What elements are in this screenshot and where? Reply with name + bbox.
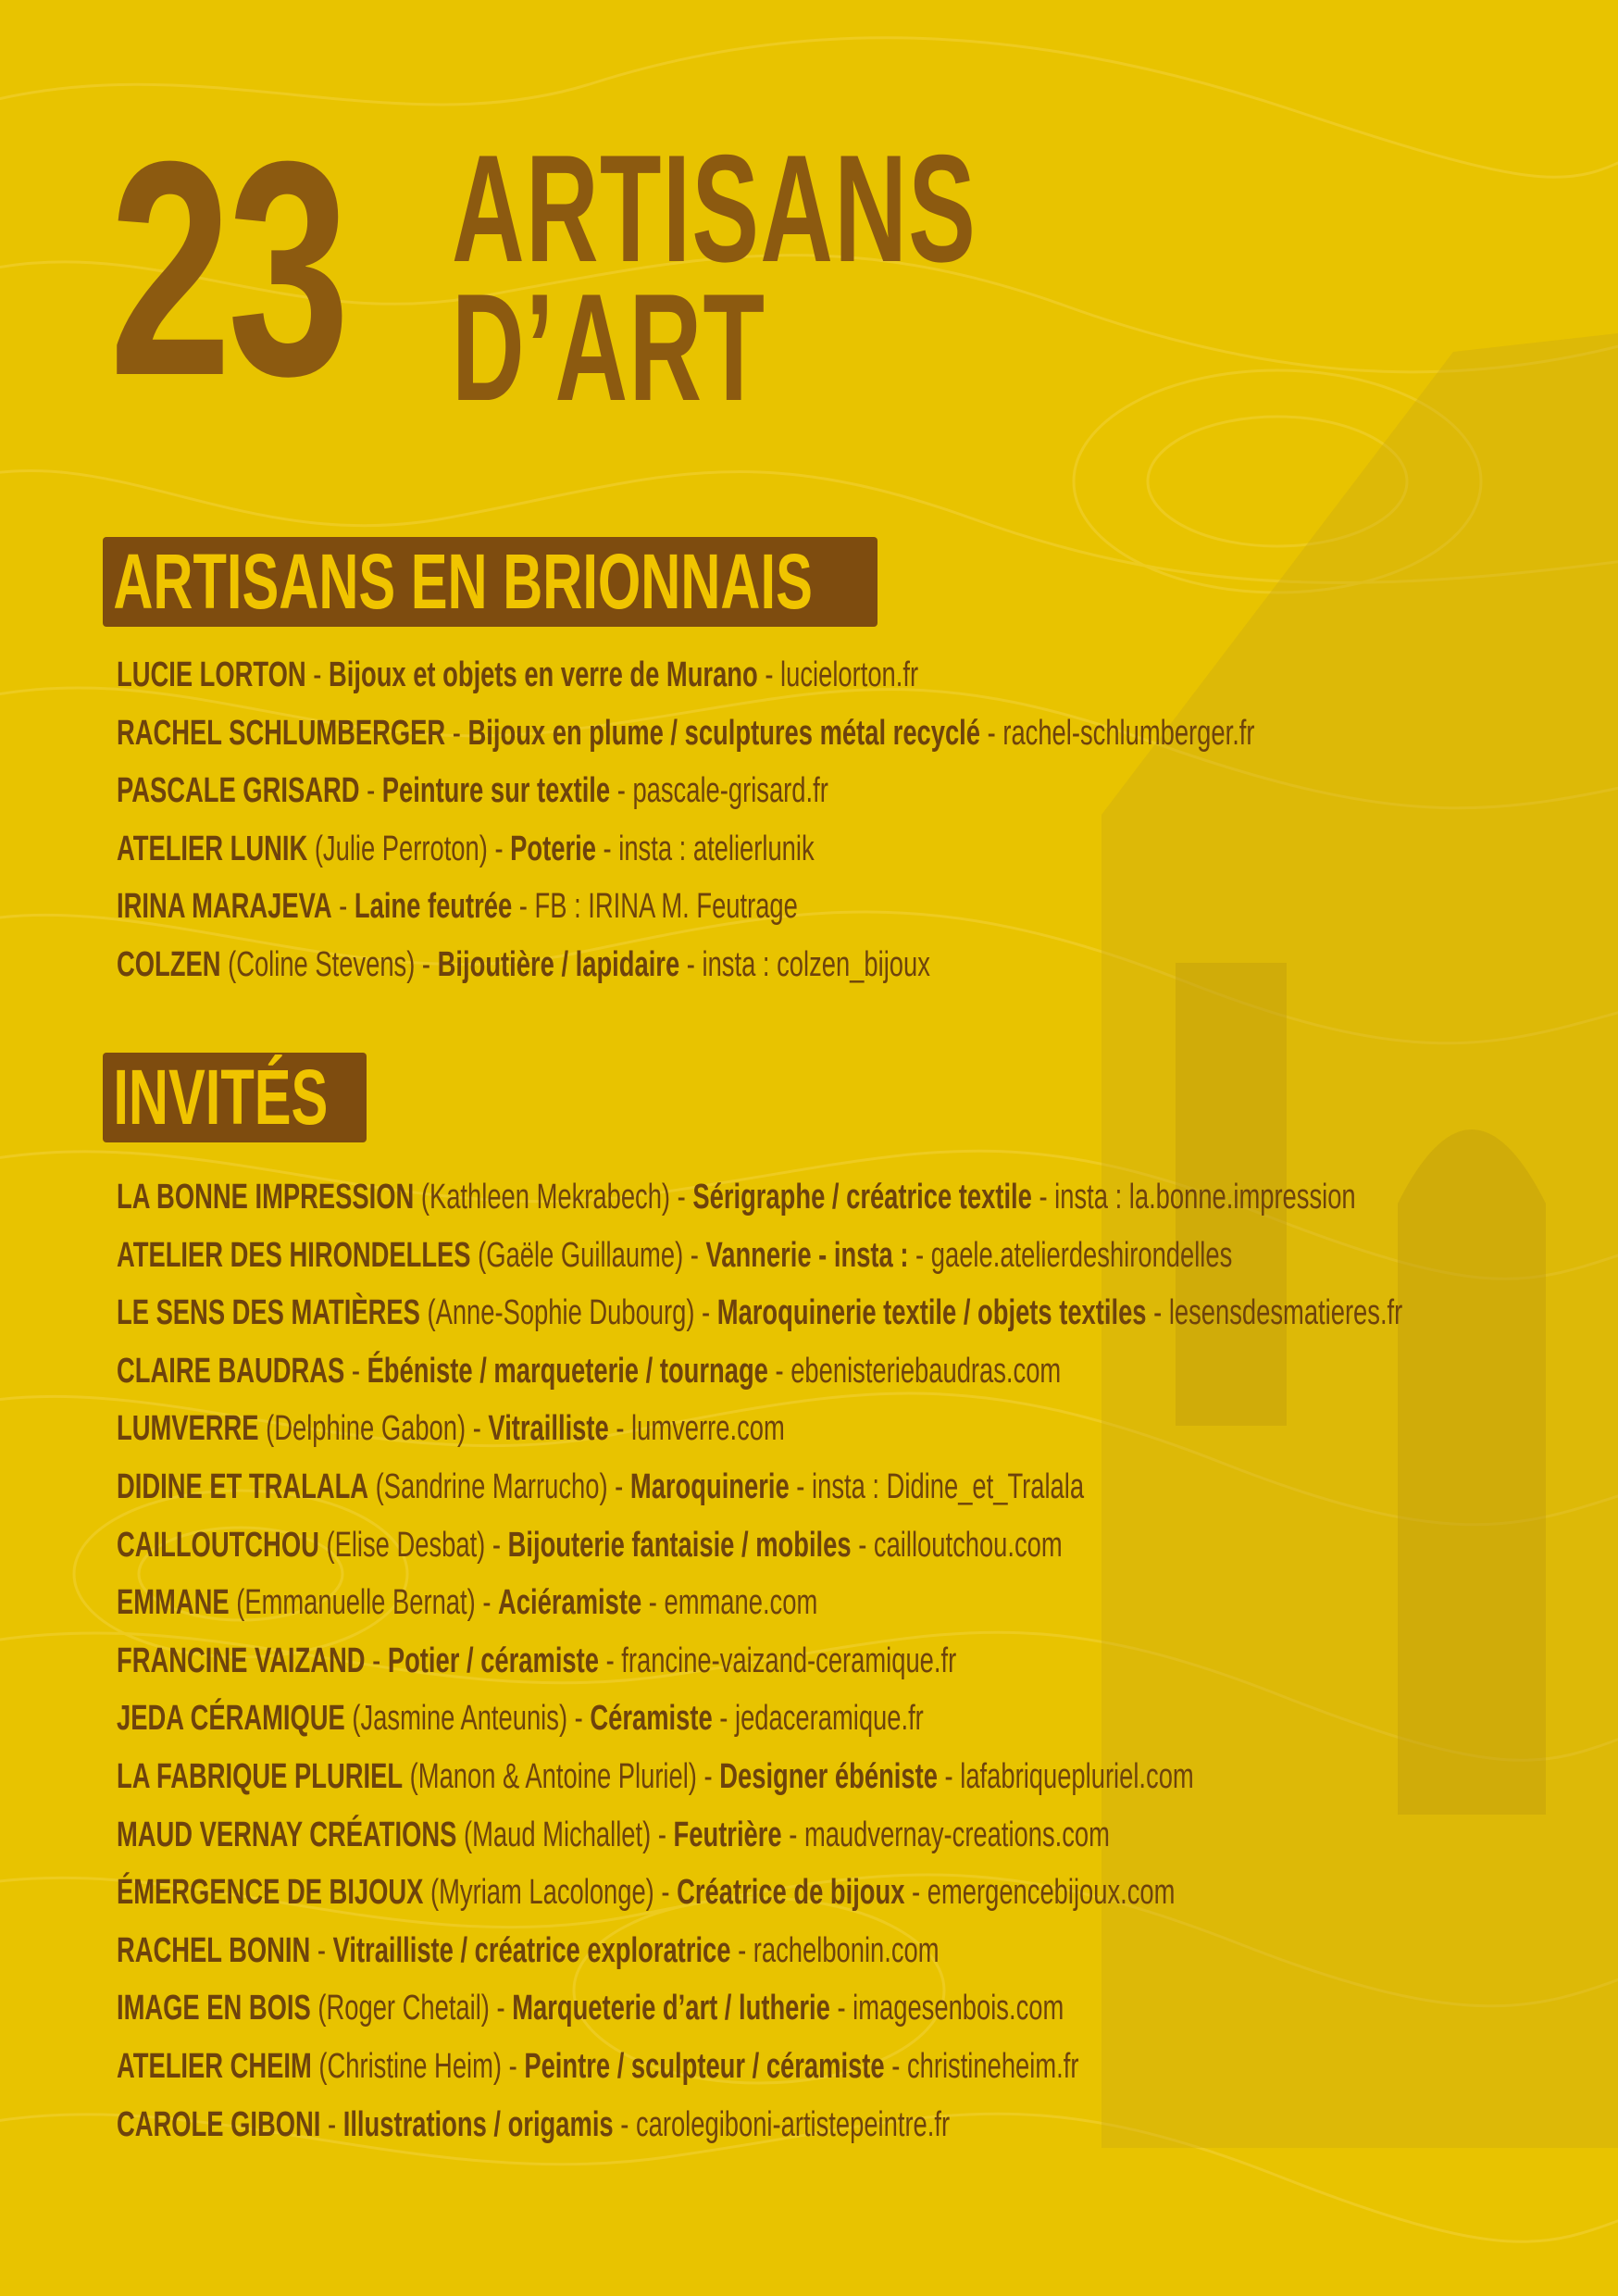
artisan-name: JEDA CÉRAMIQUE	[117, 1699, 345, 1739]
artisan-link: insta : atelierlunik	[618, 829, 815, 868]
artisan-person: (Maud Michallet)	[463, 1815, 652, 1854]
artisan-name: LA BONNE IMPRESSION	[117, 1178, 415, 1217]
artisan-entry: EMMANE (Emmanuelle Bernat) - Aciéramiste - emmane.com	[117, 1583, 818, 1623]
artisan-craft: Bijouterie fantaisie / mobiles	[507, 1525, 852, 1565]
artisan-link: insta : colzen_bijoux	[702, 944, 930, 984]
artisan-person: (Myriam Lacolonge)	[430, 1873, 654, 1913]
artisan-link: rachelbonin.com	[753, 1930, 940, 1970]
artisan-craft: Ébéniste / marqueterie / tournage	[367, 1351, 768, 1391]
artisan-person: (Julie Perroton)	[314, 829, 488, 868]
artisan-entry: LA FABRIQUE PLURIEL (Manon & Antoine Pluriel) - Designer ébéniste - lafabriquepluriel.com	[117, 1756, 1194, 1796]
artisan-person: (Coline Stevens)	[228, 944, 416, 984]
artisan-link: gaele.atelierdeshirondelles	[930, 1235, 1233, 1275]
artisan-link: lafabriquepluriel.com	[960, 1756, 1194, 1796]
artisan-name: PASCALE GRISARD	[117, 771, 360, 811]
artisan-name: ATELIER LUNIK	[117, 829, 308, 868]
artisan-entry: FRANCINE VAIZAND - Potier / céramiste - francine-vaizand-ceramique.fr	[117, 1641, 957, 1680]
artisan-list-brionnais	[117, 646, 1618, 994]
artisan-link: imagesenbois.com	[853, 1989, 1064, 2028]
title-line-1: ARTISANS	[452, 123, 977, 293]
artisan-name: ATELIER DES HIRONDELLES	[117, 1235, 471, 1275]
section-heading-brionnais-text: ARTISANS EN BRIONNAIS	[113, 538, 813, 625]
artisan-name: LUCIE LORTON	[117, 655, 306, 694]
artisan-name: CAILLOUTCHOU	[117, 1525, 319, 1565]
artisan-link: pascale-grisard.fr	[632, 771, 828, 811]
artisan-entry: PASCALE GRISARD - Peinture sur textile - pascale-grisard.fr	[117, 771, 828, 811]
artisan-link: lumverre.com	[631, 1409, 785, 1449]
artisan-entry: ATELIER DES HIRONDELLES (Gaële Guillaume) - Vannerie - insta : - gaele.atelierdeshirondelles	[117, 1235, 1233, 1275]
artisan-person: (Roger Chetail)	[317, 1989, 490, 2028]
artisan-link: insta : la.bonne.impression	[1054, 1178, 1356, 1217]
artisan-link: lesensdesmatieres.fr	[1168, 1293, 1403, 1333]
artisan-link: maudvernay-creations.com	[803, 1815, 1110, 1854]
artisan-link: cailloutchou.com	[873, 1525, 1063, 1565]
artisan-craft: Sérigraphe / créatrice textile	[692, 1178, 1032, 1217]
artisan-person: (Delphine Gabon)	[266, 1409, 467, 1449]
artisan-craft: Céramiste	[590, 1699, 713, 1739]
artisan-name: RACHEL SCHLUMBERGER	[117, 713, 446, 753]
artisan-link: emergencebijoux.com	[927, 1873, 1176, 1913]
title-words	[452, 123, 977, 432]
artisan-entry: JEDA CÉRAMIQUE (Jasmine Anteunis) - Céramiste - jedaceramique.fr	[117, 1699, 924, 1739]
artisan-craft: Créatrice de bijoux	[677, 1873, 905, 1913]
artisan-name: IRINA MARAJEVA	[117, 887, 332, 927]
artisan-name: ÉMERGENCE DE BIJOUX	[117, 1873, 424, 1913]
artisan-link: ebenisteriebaudras.com	[790, 1351, 1062, 1391]
artisan-entry: CLAIRE BAUDRAS - Ébéniste / marqueterie / tournage - ebenisteriebaudras.com	[117, 1351, 1062, 1391]
artisan-entry: RACHEL SCHLUMBERGER - Bijoux en plume / sculptures métal recyclé - rachel-schlumberger.fr	[117, 713, 1255, 753]
artisan-link: emmane.com	[664, 1583, 818, 1623]
artisan-entry: ÉMERGENCE DE BIJOUX (Myriam Lacolonge) - Créatrice de bijoux - emergencebijoux.com	[117, 1873, 1176, 1913]
artisan-link: insta : Didine_et_Tralala	[812, 1466, 1085, 1506]
artisan-link: jedaceramique.fr	[735, 1699, 924, 1739]
artisan-entry: CAROLE GIBONI - Illustrations / origamis - carolegiboni-artistepeintre.fr	[117, 2104, 951, 2144]
artisan-person: (Manon & Antoine Pluriel)	[409, 1756, 697, 1796]
artisan-person: (Elise Desbat)	[326, 1525, 486, 1565]
artisan-craft: Maroquinerie textile / objets textiles	[716, 1293, 1147, 1333]
artisan-link: christineheim.fr	[906, 2046, 1079, 2086]
artisan-craft: Bijoux et objets en verre de Murano	[329, 655, 758, 694]
artisan-craft: Aciéramiste	[498, 1583, 642, 1623]
artisan-link: carolegiboni-artistepeintre.fr	[635, 2104, 951, 2144]
artisan-entry: RACHEL BONIN - Vitrailliste / créatrice exploratrice - rachelbonin.com	[117, 1930, 940, 1970]
artisan-link: francine-vaizand-ceramique.fr	[621, 1641, 957, 1680]
artisan-craft: Vitrailliste / créatrice exploratrice	[332, 1930, 731, 1970]
artisan-person: (Emmanuelle Bernat)	[236, 1583, 476, 1623]
artisan-entry: LUMVERRE (Delphine Gabon) - Vitrailliste - lumverre.com	[117, 1409, 785, 1449]
artisan-entry: COLZEN (Coline Stevens) - Bijoutière / lapidaire - insta : colzen_bijoux	[117, 944, 930, 984]
artisan-craft: Vitrailliste	[488, 1409, 609, 1449]
artisan-entry: CAILLOUTCHOU (Elise Desbat) - Bijouterie fantaisie / mobiles - cailloutchou.com	[117, 1525, 1063, 1565]
artisan-craft: Potier / céramiste	[387, 1641, 599, 1680]
artisan-entry: IRINA MARAJEVA - Laine feutrée - FB : IRINA M. Feutrage	[117, 887, 798, 927]
artisan-link: lucielorton.fr	[780, 655, 919, 694]
artisan-name: RACHEL BONIN	[117, 1930, 311, 1970]
artisan-entry: ATELIER LUNIK (Julie Perroton) - Poterie - insta : atelierlunik	[117, 829, 815, 868]
artisan-craft: Designer ébéniste	[719, 1756, 938, 1796]
artisan-name: DIDINE ET TRALALA	[117, 1466, 369, 1506]
artisan-craft: Vannerie - insta :	[705, 1235, 909, 1275]
artisan-craft: Bijoutière / lapidaire	[437, 944, 680, 984]
artisan-link: rachel-schlumberger.fr	[1002, 713, 1255, 753]
artisan-entry: IMAGE EN BOIS (Roger Chetail) - Marqueterie d’art / lutherie - imagesenbois.com	[117, 1989, 1064, 2028]
artisan-name: ATELIER CHEIM	[117, 2046, 312, 2086]
artisan-name: COLZEN	[117, 944, 221, 984]
artisan-name: CAROLE GIBONI	[117, 2104, 321, 2144]
artisan-craft: Marqueterie d’art / lutherie	[512, 1989, 830, 2028]
title-line-2: D’ART	[452, 262, 766, 432]
artisan-person: (Sandrine Marrucho)	[375, 1466, 608, 1506]
artisan-person: (Christine Heim)	[318, 2046, 503, 2086]
artisan-entry: LUCIE LORTON - Bijoux et objets en verre de Murano - lucielorton.fr	[117, 655, 919, 694]
artisan-name: MAUD VERNAY CRÉATIONS	[117, 1815, 457, 1854]
section-heading-brionnais	[103, 537, 877, 627]
artisan-craft: Maroquinerie	[629, 1466, 790, 1506]
artisan-name: EMMANE	[117, 1583, 230, 1623]
artisan-name: LUMVERRE	[117, 1409, 259, 1449]
artisan-craft: Poterie	[510, 829, 596, 868]
artisan-list-invites	[117, 1168, 1618, 2153]
artisan-name: FRANCINE VAIZAND	[117, 1641, 366, 1680]
artisan-name: CLAIRE BAUDRAS	[117, 1351, 345, 1391]
artisan-link: FB : IRINA M. Feutrage	[534, 887, 798, 927]
artisan-entry: ATELIER CHEIM (Christine Heim) - Peintre / sculpteur / céramiste - christineheim.fr	[117, 2046, 1079, 2086]
title-number: 23	[109, 97, 346, 439]
artisan-name: IMAGE EN BOIS	[117, 1989, 311, 2028]
artisan-craft: Laine feutrée	[354, 887, 513, 927]
artisan-entry: MAUD VERNAY CRÉATIONS (Maud Michallet) - Feutrière - maudvernay-creations.com	[117, 1815, 1110, 1854]
artisan-person: (Kathleen Mekrabech)	[420, 1178, 671, 1217]
artisan-craft: Bijoux en plume / sculptures métal recyclé	[467, 713, 981, 753]
artisan-craft: Peinture sur textile	[381, 771, 611, 811]
artisan-person: (Jasmine Anteunis)	[352, 1699, 568, 1739]
artisan-person: (Anne-Sophie Dubourg)	[427, 1293, 695, 1333]
artisan-name: LA FABRIQUE PLURIEL	[117, 1756, 404, 1796]
artisan-craft: Illustrations / origamis	[342, 2104, 614, 2144]
artisan-entry: LA BONNE IMPRESSION (Kathleen Mekrabech) - Sérigraphe / créatrice textile - insta : la.bonne.impression	[117, 1178, 1356, 1217]
artisan-entry: LE SENS DES MATIÈRES (Anne-Sophie Dubourg) - Maroquinerie textile / objets textiles - lesensdesmatieres.fr	[117, 1293, 1403, 1333]
artisan-craft: Peintre / sculpteur / céramiste	[524, 2046, 885, 2086]
artisan-person: (Gaële Guillaume)	[478, 1235, 684, 1275]
section-heading-invites	[103, 1053, 367, 1142]
section-heading-invites-text: INVITÉS	[113, 1054, 329, 1141]
artisan-name: LE SENS DES MATIÈRES	[117, 1293, 420, 1333]
artisan-entry: DIDINE ET TRALALA (Sandrine Marrucho) - Maroquinerie - insta : Didine_et_Tralala	[117, 1466, 1085, 1506]
artisan-craft: Feutrière	[673, 1815, 782, 1854]
